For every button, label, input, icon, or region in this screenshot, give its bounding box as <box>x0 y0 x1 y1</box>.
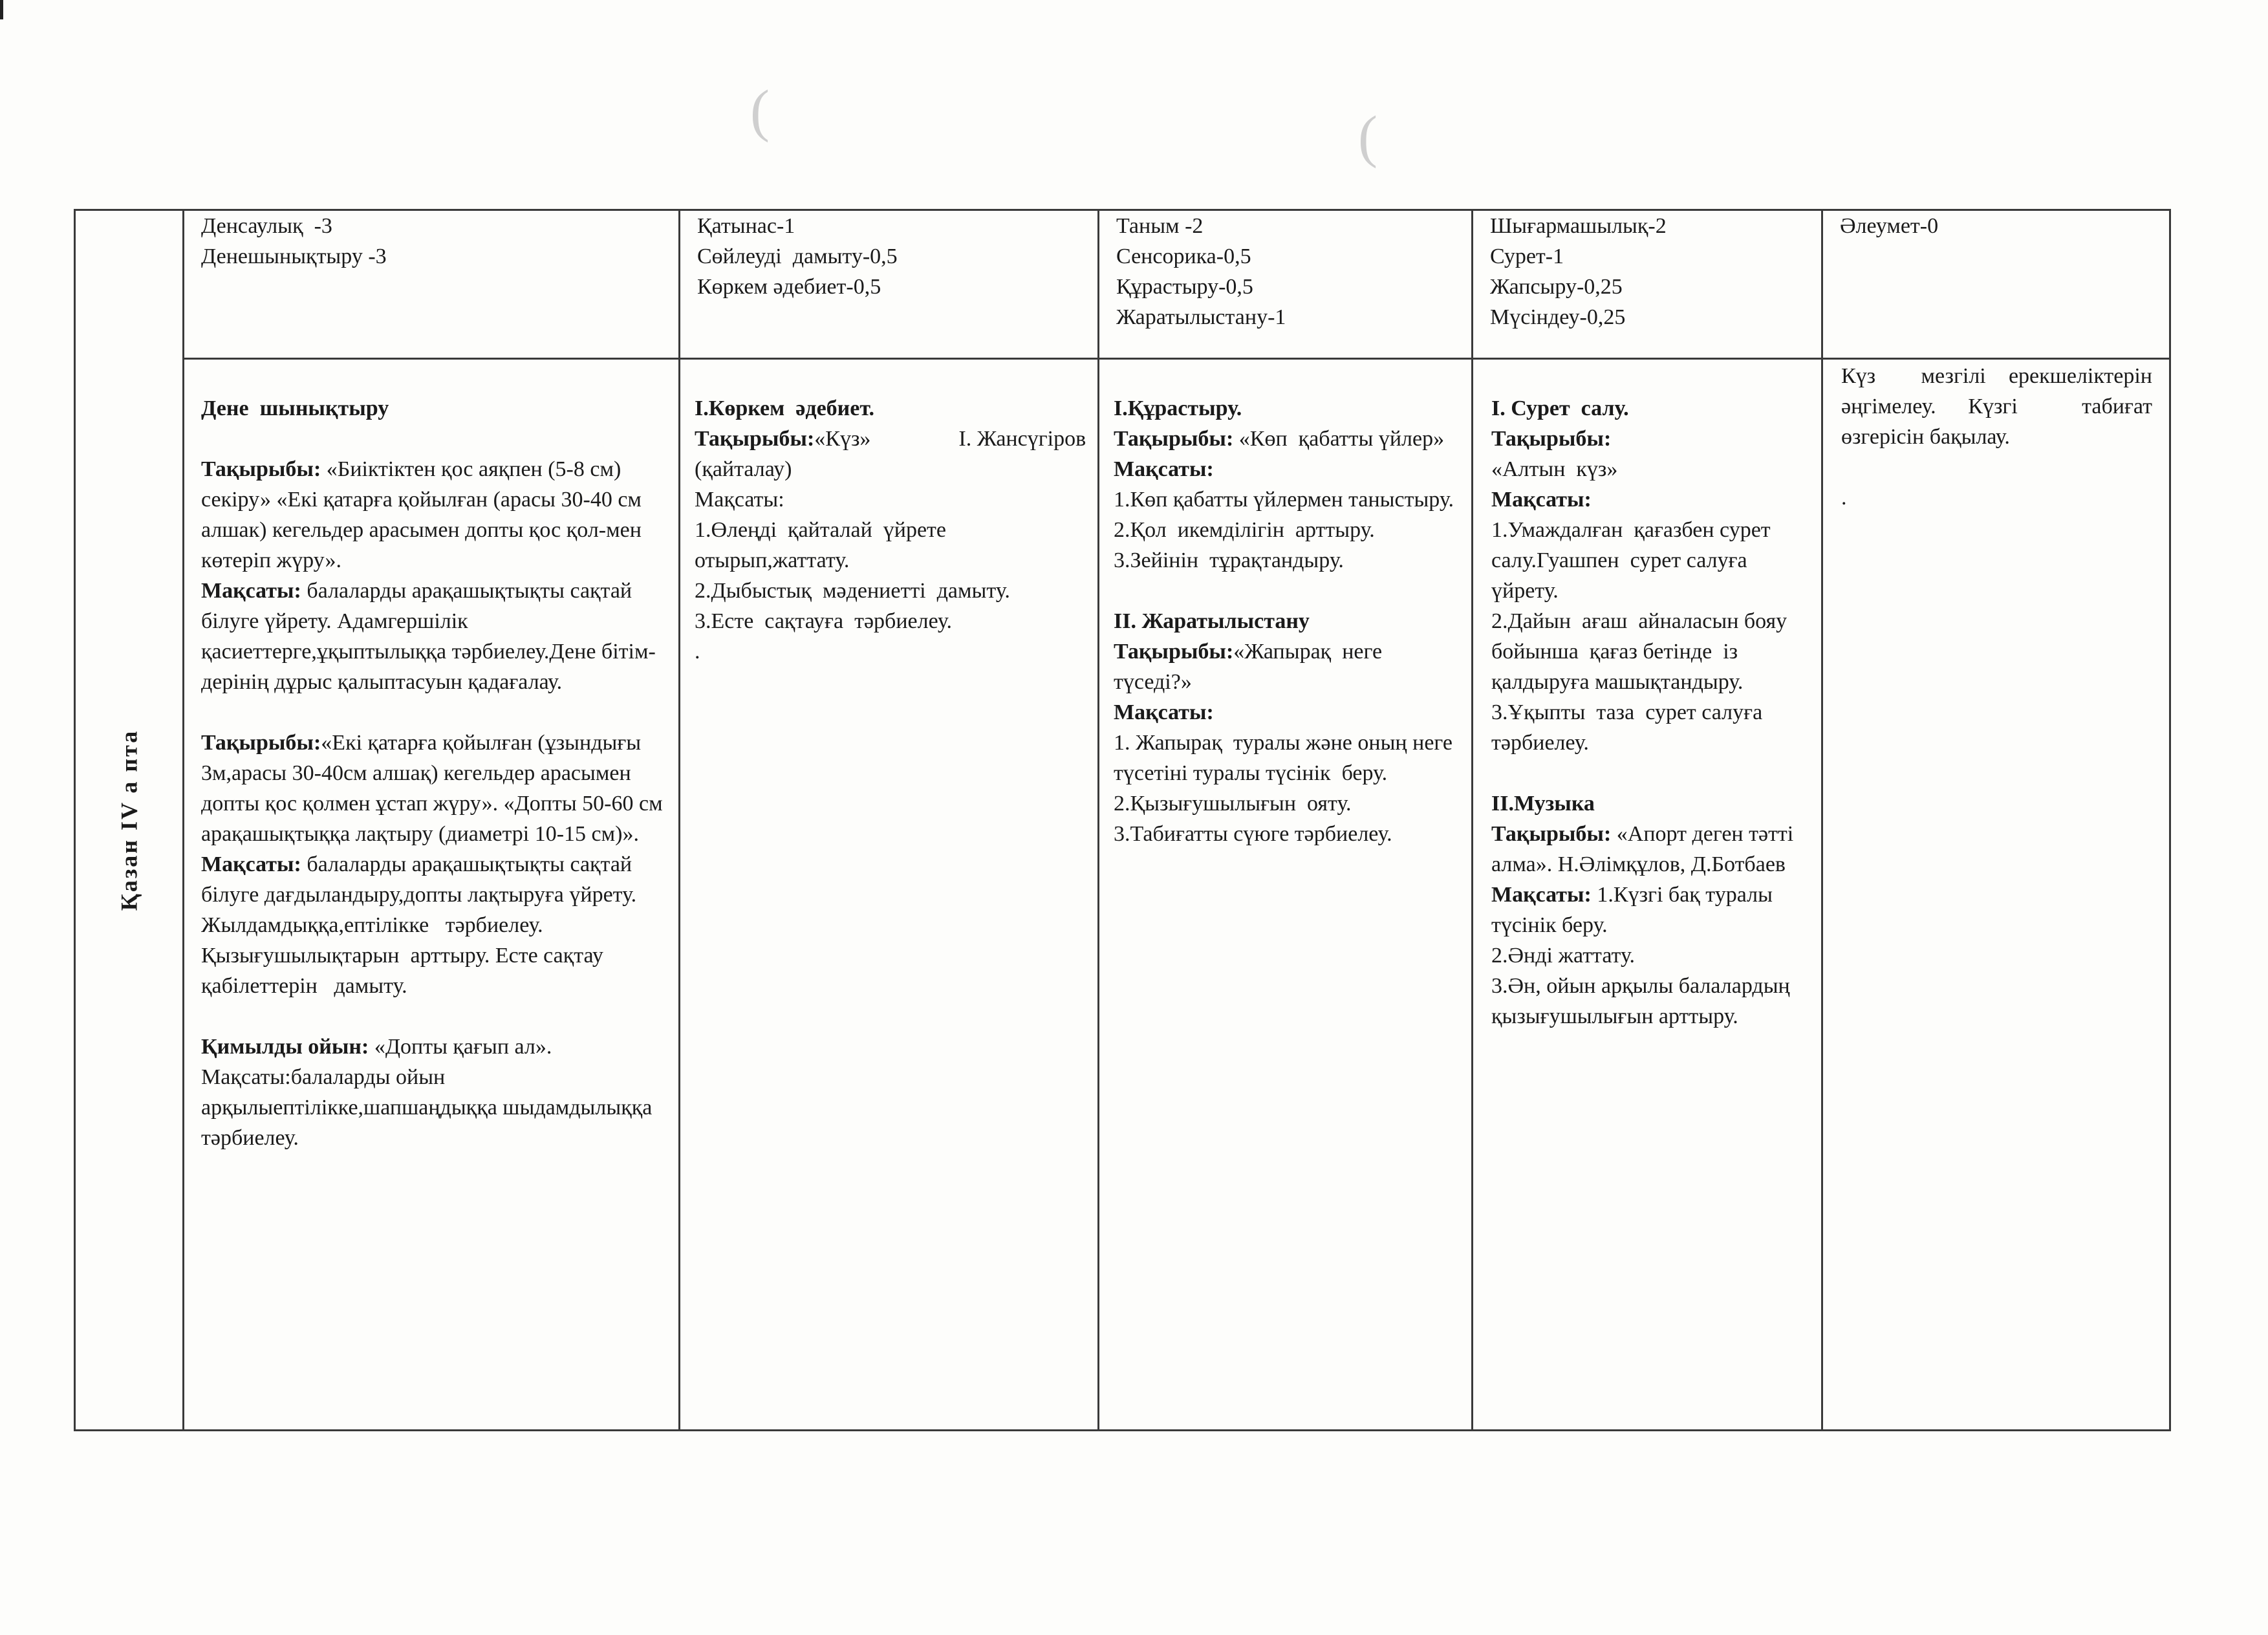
game-paragraph <box>201 1032 665 1153</box>
content-cell-construction-nature <box>1099 359 1473 1431</box>
topic-text: «Биіктіктен қос аяқпен (5-8 см) секіру» «Екі қатарға қойылған (арасы 30-40 см алшак) кегельдер арасымен допты қос қол-мен көтеріп жүру». <box>201 457 647 572</box>
topic-paragraph <box>201 454 665 576</box>
goal-item: 2.Дыбыстық мәдениетті дамыту. <box>695 579 1010 603</box>
header-cell-social <box>1822 210 2170 359</box>
goal-label: Мақсаты: <box>201 579 301 603</box>
week-label: Қазан IV а пта <box>116 729 142 911</box>
goal-label: Мақсаты: <box>1114 700 1214 724</box>
section-title: Дене шынықтыру <box>201 396 389 420</box>
goal-label: Мақсаты: <box>1114 457 1214 481</box>
topic-label: Тақырыбы: <box>695 427 815 451</box>
goal-item: 1.Өлеңді қайталай үйрете отырып,жаттату. <box>695 518 952 572</box>
topic-label: Тақырыбы: <box>1491 427 1612 451</box>
header-cell-creativity <box>1473 210 1822 359</box>
header-line: Жапсыру-0,25 <box>1490 275 1623 299</box>
goal-item: 3.Ән, ойын арқылы балалардың қызығушылығын арттыру. <box>1491 974 1796 1028</box>
goal-label: Мақсаты: <box>695 488 784 512</box>
section-title: І. Сурет салу. <box>1491 396 1629 420</box>
goal-paragraph <box>201 849 665 1001</box>
header-line: Көркем әдебиет-0,5 <box>697 275 881 299</box>
goal-text: балаларды арақашықтықты сақтай білуге үйрету. Адамгершілік қасиеттерге,ұқыптылыққа тәрбиелеу.Дене бітім-дерінің дұрыс қалыптасуын қадағалау. <box>201 579 656 694</box>
goal-item: 1.Умаждалған қағазбен сурет салу.Гуашпен сурет салуға үйрету. <box>1491 518 1782 603</box>
goal-item: 2.Әнді жаттату. <box>1491 944 1636 968</box>
scan-artifact: ( <box>750 79 770 143</box>
goal-item: 3.Ұқыпты таза сурет салуға тәрбиелеу. <box>1491 700 1774 755</box>
game-text: «Допты қағып ал». Мақсаты:балаларды ойын арқылыептілікке,шапшаңдыққа шыдамдылыққа тәрбиелеу. <box>201 1035 658 1150</box>
goal-label: Мақсаты: <box>1491 883 1592 907</box>
topic-label: Тақырыбы: <box>1114 640 1234 664</box>
header-line: Құрастыру-0,5 <box>1116 275 1253 299</box>
goal-paragraph <box>201 576 665 697</box>
header-line: Сурет-1 <box>1490 244 1564 268</box>
goal-item: 1. Жапырақ туралы және оның неге түсетіні туралы түсінік беру. <box>1114 731 1458 785</box>
header-line: Әлеумет-0 <box>1840 214 1939 238</box>
header-line: Қатынас-1 <box>697 214 795 238</box>
header-line: Жаратылыстану-1 <box>1116 305 1286 329</box>
goal-item: . <box>695 640 700 664</box>
header-line: Сөйлеуді дамыту-0,5 <box>697 244 898 268</box>
header-line: Мүсіндеу-0,25 <box>1490 305 1626 329</box>
goal-label: Мақсаты: <box>1491 488 1592 512</box>
topic-text: «Екі қатарға қойылған (ұзындығы 3м,арасы 30-40см алшақ) кегельдер арасымен допты қос қолмен ұстап жүру». «Допты 50-60 см арақашықтыққа лақтыру (диаметрі 10-15 см)». <box>201 731 669 846</box>
topic-paragraph <box>695 424 1092 484</box>
game-label: Қимылды ойын: <box>201 1035 369 1059</box>
topic-text: «Көп қабатты үйлер» <box>1233 427 1445 451</box>
section-title: І.Құрастыру. <box>1114 396 1242 420</box>
goal-item: 1.Көп қабатты үйлермен таныстыру. <box>1114 488 1454 512</box>
goal-text: балаларды арақашықтықты сақтай білуге дағдыландыру,допты лақтыруға үйрету. Жылдамдыққа,ептілікке тәрбиелеу. Қызығушылықтарын арттыру. Есте сақтау қабілеттерін дамыту. <box>201 852 649 998</box>
topic-paragraph <box>1114 424 1462 454</box>
goal-text: 1.Күзгі бақ туралы түсінік беру. <box>1491 883 1778 937</box>
topic-text: «Жапырақ неге түседі?» <box>1114 640 1388 694</box>
week-cell <box>75 210 184 1431</box>
content-cell-drawing-music <box>1473 359 1822 1431</box>
goal-item: 3.Зейінін тұрақтандыру. <box>1114 548 1344 572</box>
social-text: Күз мезгілі ерекшеліктерін әңгімелеу. Күзгі табиғат өзгерісін бақылау. <box>1841 364 2163 449</box>
topic-label: Тақырыбы: <box>201 457 321 481</box>
table-header-row <box>75 210 2170 359</box>
goal-item: 2.Дайын ағаш айналасын бояу бойынша қағаз бетінде із қалдыруға машықтандыру. <box>1491 609 1798 694</box>
table-body-row <box>75 359 2170 1431</box>
topic-paragraph <box>201 728 669 849</box>
goal-paragraph <box>1491 880 1806 940</box>
topic-label: Тақырыбы: <box>1491 822 1612 846</box>
header-line: Таным -2 <box>1116 214 1204 238</box>
content-cell-physical-education <box>184 359 680 1431</box>
topic-label: Тақырыбы: <box>201 731 321 755</box>
section-title: ІІ. Жаратылыстану <box>1114 609 1310 633</box>
header-line: Денешынықтыру -3 <box>201 244 387 268</box>
section-title: ІІ.Музыка <box>1491 792 1595 816</box>
content-cell-social <box>1822 359 2170 1431</box>
goal-item: 2.Қызығушылығын ояту. <box>1114 792 1352 816</box>
goal-item: 2.Қол икемділігін арттыру. <box>1114 518 1375 542</box>
topic-paragraph <box>1491 819 1806 880</box>
goal-item: 3.Есте сақтауға тәрбиелеу. <box>695 609 952 633</box>
social-dot: . <box>1841 486 1847 510</box>
header-line: Сенсорика-0,5 <box>1116 244 1251 268</box>
goal-label: Мақсаты: <box>201 852 301 876</box>
topic-text: «Апорт деген тәтті алма». Н.Әлімқұлов, Д.Ботбаев <box>1491 822 1799 876</box>
header-line: Шығармашылық-2 <box>1490 214 1667 238</box>
scan-edge-mark <box>0 0 3 19</box>
section-title: І.Көркем әдебиет. <box>695 396 874 420</box>
header-line: Денсаулық -3 <box>201 214 332 238</box>
header-cell-cognition <box>1099 210 1473 359</box>
topic-text: «Күз» І. Жансүгіров (қайталау) <box>695 427 1092 481</box>
header-cell-health <box>184 210 680 359</box>
header-cell-communication <box>680 210 1099 359</box>
weekly-plan-table <box>74 209 2171 1431</box>
goal-item: 3.Табиғатты сүюге тәрбиелеу. <box>1114 822 1392 846</box>
scan-artifact: ( <box>1358 105 1377 169</box>
content-cell-literature <box>680 359 1099 1431</box>
topic-text: «Алтын күз» <box>1491 457 1618 481</box>
topic-label: Тақырыбы: <box>1114 427 1234 451</box>
topic-paragraph <box>1114 636 1462 697</box>
